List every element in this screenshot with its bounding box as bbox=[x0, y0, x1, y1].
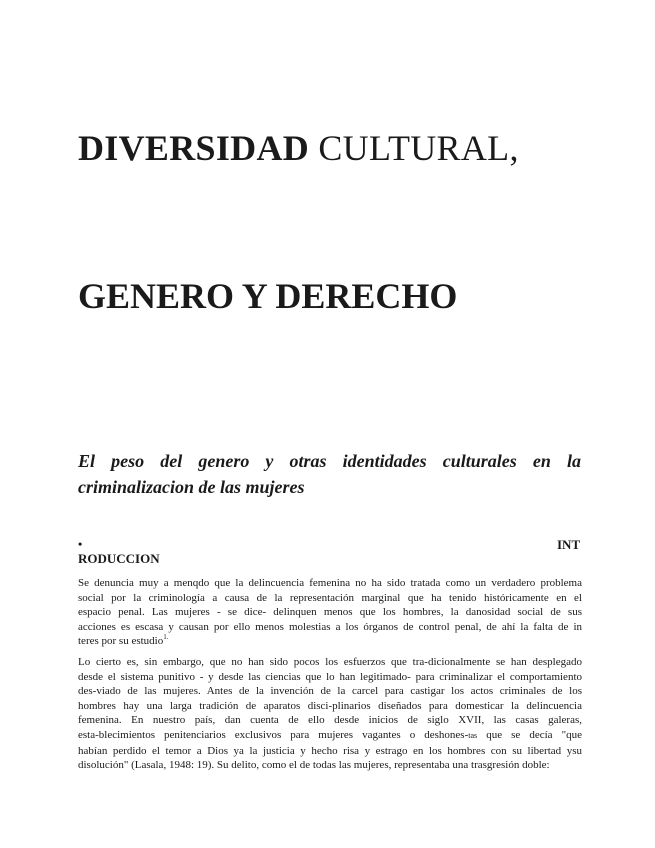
paragraph-line bbox=[78, 728, 582, 744]
paragraph-line: hombres hay una larga tradición de aparatos disci-plinarios diseñados para domesticar la delincuencia bbox=[78, 699, 582, 712]
paragraph-line-last: disolución" (Lasala, 1948: 19). Su delito, como el de todas las mujeres, representaba una trasgresión doble: bbox=[78, 759, 550, 772]
subtitle bbox=[78, 448, 581, 500]
paragraph-1 bbox=[78, 576, 582, 649]
subtitle-line-2: criminalizacion de las mujeres bbox=[78, 477, 305, 497]
section-heading-part-1: INT bbox=[557, 537, 581, 552]
section-heading-part-2: RODUCCION bbox=[78, 551, 160, 566]
paragraph-line: Se denuncia muy a menqdo que la delincuencia femenina no ha sido tratada como un verdadero problema bbox=[78, 577, 582, 589]
footnote-marker: 1. bbox=[163, 633, 169, 642]
title-normal-word: CULTURAL, bbox=[318, 128, 519, 168]
paragraph-line: femenina. En nuestro país, dan cuenta de ello desde inicios de siglo XVII, las casas galeras, bbox=[78, 714, 582, 727]
title-bold-word: DIVERSIDAD bbox=[78, 128, 310, 168]
title-line-2: GENERO Y DERECHO bbox=[78, 276, 458, 316]
paragraph-small-text: tas bbox=[468, 730, 478, 740]
paragraph-line: des-viado de las mujeres. Antes de la invención de la carcel para castigar los actos criminales de los bbox=[78, 685, 582, 698]
paragraph-text: esta-blecimientos penitenciarios exclusivos para mujeres vagantes o deshones- bbox=[78, 728, 469, 741]
paragraph-line: acciones es escasa y causan por ello menos molestias a los órganos de control penal, de ahí la falta de in bbox=[78, 620, 582, 633]
paragraph-line: Lo cierto es, sin embargo, que no han sido pocos los esfuerzos que tra-dicionalmente se han desplegado bbox=[78, 656, 582, 668]
paragraph-2 bbox=[78, 655, 582, 773]
paragraph-line: espacio penal. Las mujeres - se dice- delinquen menos que los hombres, la danosidad social de sus bbox=[78, 606, 582, 619]
paragraph-line-last bbox=[78, 634, 582, 649]
paragraph-line: desde el sistema punitivo - y desde las ciencias que lo han legitimado- para criminalizar el comportamiento bbox=[78, 670, 582, 683]
paragraph-text: teres por su estudio bbox=[78, 635, 164, 648]
paragraph-line: social por la criminología a causa de la representación marginal que ha tenido históricamente en el bbox=[78, 591, 582, 604]
section-bullet: • bbox=[78, 537, 83, 551]
title-line-1 bbox=[78, 126, 519, 170]
subtitle-line-1: El peso del genero y otras identidades culturales en la bbox=[78, 451, 581, 471]
paragraph-line: habían perdido el temor a Dios ya la justicia y hecho risa y estrago en los hombres con su libertad ysu bbox=[78, 744, 582, 757]
paragraph-text: que se decía "que bbox=[477, 728, 582, 741]
